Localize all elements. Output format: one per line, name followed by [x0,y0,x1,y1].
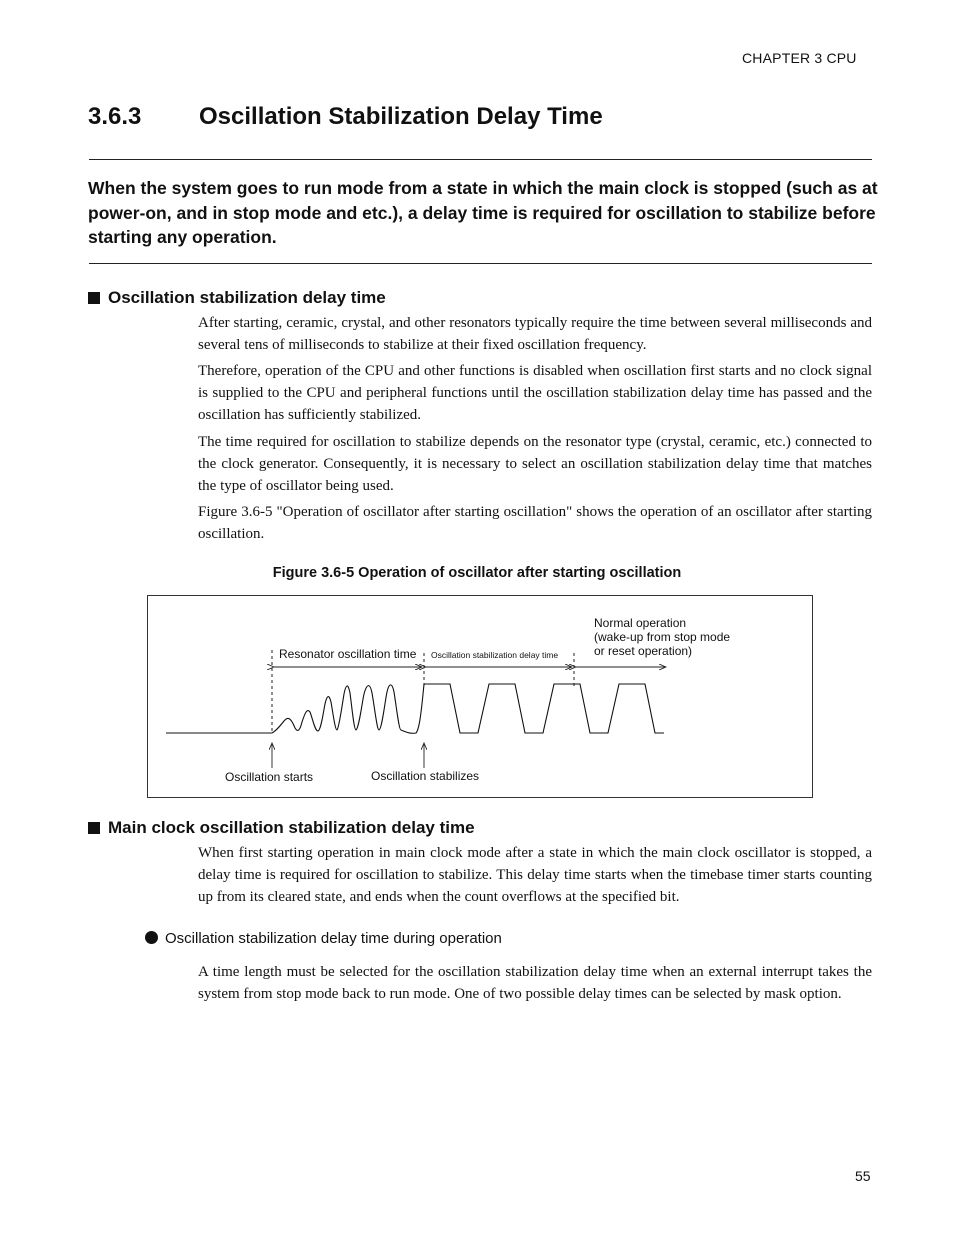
bottom-rule [89,263,872,264]
top-rule [89,159,872,160]
section2-heading-row [88,818,475,838]
section1-paragraph-3: The time required for oscillation to stabilize depends on the resonator type (crystal, ceramic, etc.) connected to the clock generator. Consequently, it is necessary to select an oscillation stabilization delay time that matches the type of oscillator being used. [198,434,872,494]
bullet-row [145,930,502,947]
section2-heading: Main clock oscillation stabilization delay time [108,818,475,837]
intro-summary: When the system goes to run mode from a state in which the main clock is stopped (such as at power-on, and in stop mode and etc.), a delay time is required for oscillation to stabilize before starting any operation. [88,178,878,247]
bullet-paragraph: A time length must be selected for the oscillation stabilization delay time when an external interrupt takes the system from stop mode back to run mode. One of two possible delay times can be selected by mask option. [198,964,872,1002]
oscillation-waveform [166,684,664,733]
square-bullet-icon [88,822,100,834]
oscillation-stabilizes-label: Oscillation stabilizes [371,769,480,783]
square-bullet-icon [88,292,100,304]
oscillation-starts-label: Oscillation starts [225,770,314,784]
resonator-time-label: Resonator oscillation time [279,647,417,661]
oscillator-figure [147,595,813,798]
section-number: 3.6.3 [88,103,142,130]
section1-paragraph-4: Figure 3.6-5 "Operation of oscillator after starting oscillation" shows the operation of an oscillator after starting oscillation. [198,504,872,542]
normal-operation-label-2: (wake-up from stop mode [594,630,731,644]
chapter-header: CHAPTER 3 CPU [742,50,857,66]
normal-operation-label-3: or reset operation) [594,644,693,658]
bullet-heading: Oscillation stabilization delay time during operation [165,930,502,947]
section1-heading: Oscillation stabilization delay time [108,288,386,307]
normal-operation-label-1: Normal operation [594,616,687,630]
round-bullet-icon [145,931,158,944]
figure-caption: Figure 3.6-5 Operation of oscillator after starting oscillation [272,565,682,581]
stabilization-delay-label: Oscillation stabilization delay time [431,650,559,660]
oscillator-diagram [148,596,812,797]
section1-paragraph-1: After starting, ceramic, crystal, and other resonators typically require the time between several milliseconds and several tens of milliseconds to stabilize at their fixed oscillation frequency. [198,315,872,353]
section-title: Oscillation Stabilization Delay Time [199,103,603,130]
section1-paragraph-2: Therefore, operation of the CPU and other functions is disabled when oscillation first starts and no clock signal is supplied to the CPU and peripheral functions until the oscillation stabilization delay time has passed and the oscillation has sufficiently stabilized. [198,363,872,423]
page-number: 55 [855,1168,871,1184]
section2-paragraph: When first starting operation in main clock mode after a state in which the main clock oscillator is stopped, a delay time is required for oscillation to stabilize. This delay time starts when the timebase timer starts counting up from its cleared state, and ends when the count overflows at the specified bit. [198,845,872,905]
section1-heading-row [88,288,386,308]
